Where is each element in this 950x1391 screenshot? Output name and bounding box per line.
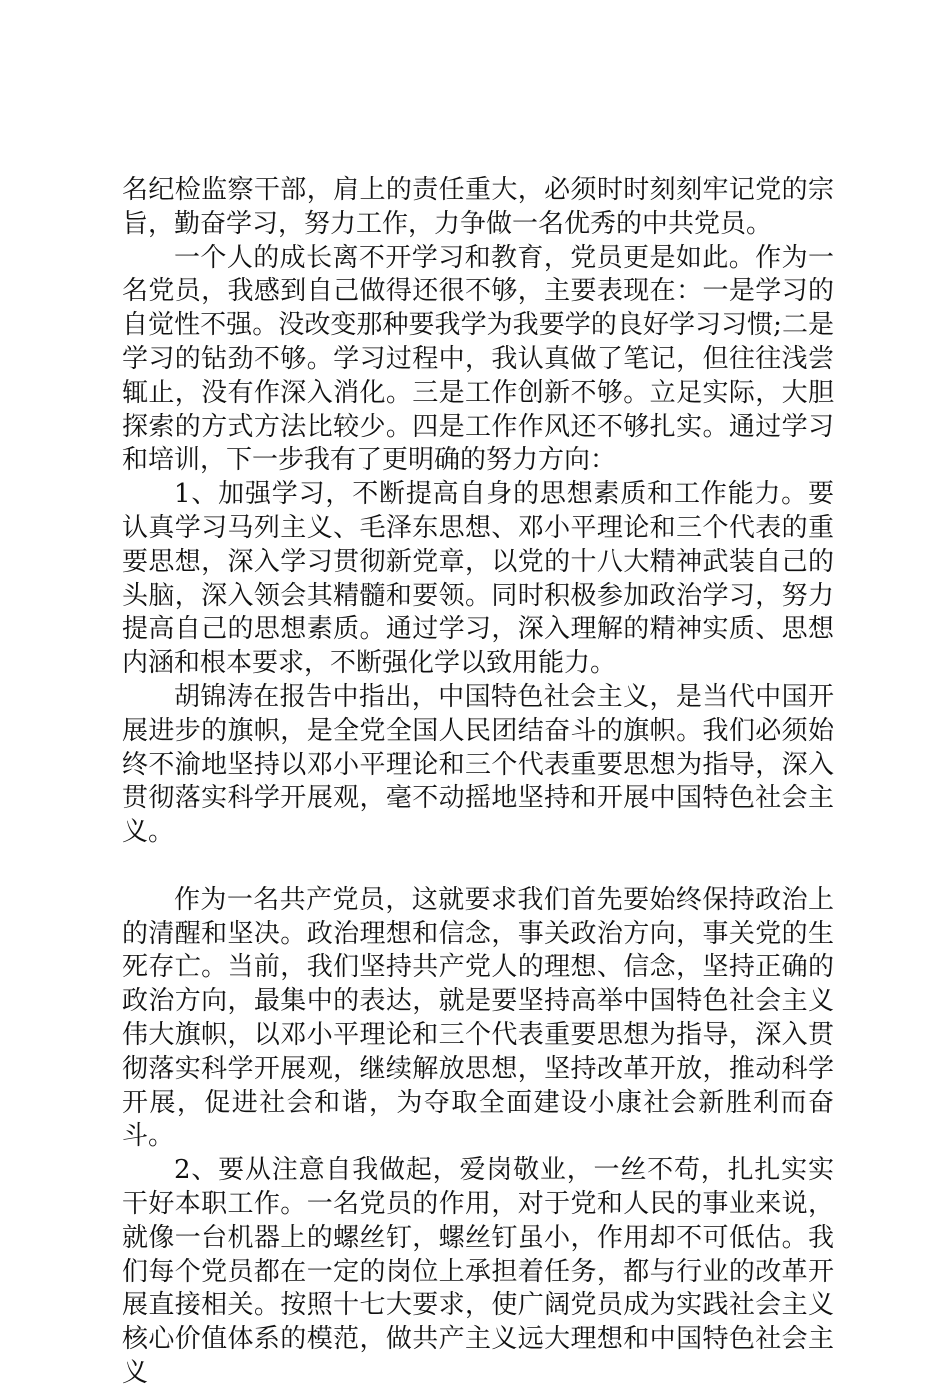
paragraph: 一个人的成长离不开学习和教育，党员更是如此。作为一名党员，我感到自己做得还很不够，主要表现在：一是学习的自觉性不强。没改变那种要我学为我要学的良好学习习惯;二是学习的钻劲不够。学习过程中，我认真做了笔记，但往往浅尝辄止，没有作深入消化。三是工作创新不够。立足实际，大胆探索的方式方法比较少。四是工作作风还不够扎实。通过学习和培训，下一步我有了更明确的努力方向： — [122, 242, 834, 476]
document-body — [122, 174, 834, 1391]
paragraph: 名纪检监察干部，肩上的责任重大，必须时时刻刻牢记党的宗旨，勤奋学习，努力工作，力争做一名优秀的中共党员。 — [122, 175, 834, 239]
paragraph: 1、加强学习，不断提高自身的思想素质和工作能力。要认真学习马列主义、毛泽东思想、邓小平理论和三个代表的重要思想，深入学习贯彻新党章，以党的十八大精神武装自己的头脑，深入领会其精髓和要领。同时积极参加政治学习，努力提高自己的思想素质。通过学习，深入理解的精神实质、思想内涵和根本要求，不断强化学以致用能力。 — [122, 479, 834, 679]
paragraph: 2、要从注意自我做起，爱岗敬业，一丝不苟，扎扎实实干好本职工作。一名党员的作用，对于党和人民的事业来说，就像一台机器上的螺丝钉，螺丝钉虽小，作用却不可低估。我们每个党员都在一定的岗位上承担着任务，都与行业的改革开展直接相关。按照十七大要求，使广阔党员成为实践社会主义核心价值体系的模范，做共产主义远大理想和中国特色社会主义 — [122, 1155, 834, 1388]
blank-line — [122, 850, 834, 884]
paragraph: 作为一名共产党员，这就要求我们首先要始终保持政治上的清醒和坚决。政治理想和信念，事关政治方向，事关党的生死存亡。当前，我们坚持共产党人的理想、信念，坚持正确的政治方向，最集中的表达，就是要坚持高举中国特色社会主义伟大旗帜，以邓小平理论和三个代表重要思想为指导，深入贯彻落实科学开展观，继续解放思想，坚持改革开放，推动科学开展，促进社会和谐，为夺取全面建设小康社会新胜利而奋斗。 — [122, 884, 834, 1152]
paragraph: 胡锦涛在报告中指出，中国特色社会主义，是当代中国开展进步的旗帜，是全党全国人民团结奋斗的旗帜。我们必须始终不渝地坚持以邓小平理论和三个代表重要思想为指导，深入贯彻落实科学开展观，毫不动摇地坚持和开展中国特色社会主义。 — [122, 681, 834, 848]
